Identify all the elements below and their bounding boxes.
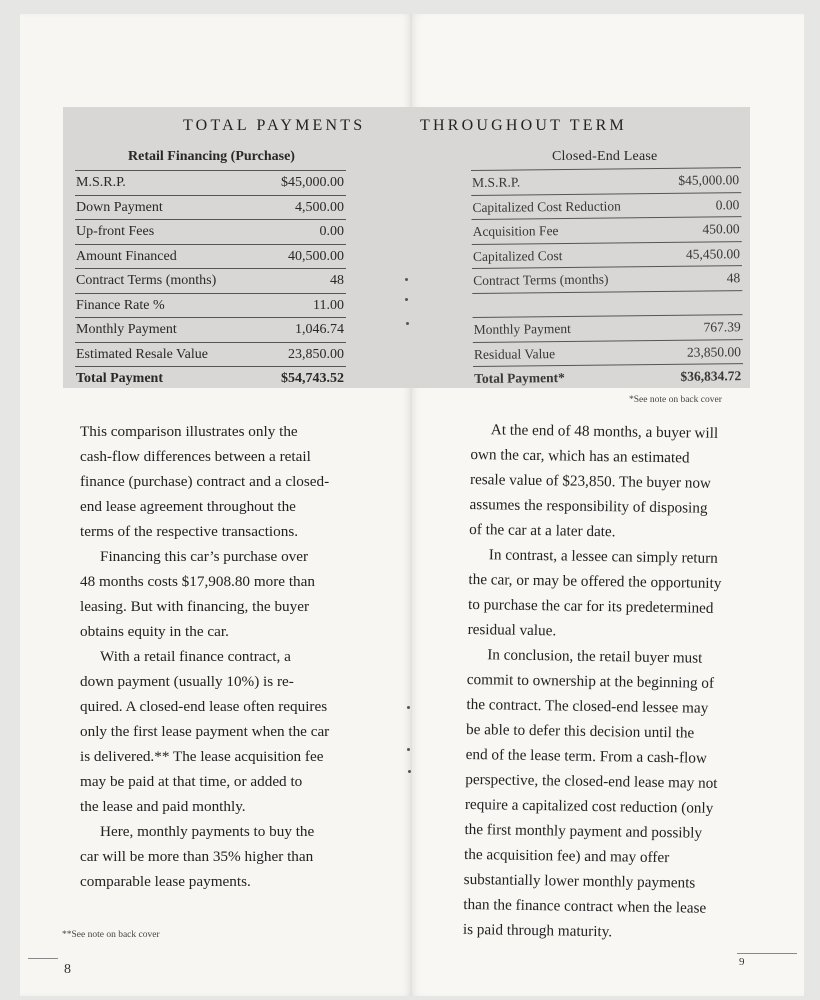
text-line: the car, or may be offered the opportunity (468, 570, 722, 592)
text-line: only the first lease payment when the car (80, 723, 330, 740)
total-row (75, 366, 346, 391)
text-line: assumes the responsibility of disposing (469, 495, 708, 517)
text-line: to purchase the car for its predetermined (467, 595, 714, 617)
row-label: Contract Terms (months) (473, 271, 609, 288)
row-value: $54,743.52 (281, 371, 344, 386)
row-value: 450.00 (702, 221, 740, 237)
row-value: 48 (330, 273, 344, 288)
text-line: is delivered.** The lease acquisition fee (80, 748, 324, 765)
row-label: Monthly Payment (76, 322, 177, 337)
binding-mark (406, 322, 409, 325)
row-value: 767.39 (703, 319, 741, 335)
text-line: 48 months costs $17,908.80 more than (80, 573, 315, 590)
text-line: cash-flow differences between a retail (80, 448, 311, 465)
binding-mark (407, 748, 410, 751)
text-line: be able to defer this decision until the (465, 720, 695, 742)
row-label: Down Payment (76, 199, 163, 215)
left-column-text (80, 419, 380, 894)
table-row-blank (472, 290, 742, 317)
row-value: $36,834.72 (680, 368, 742, 384)
text-line: At the end of 48 months, a buyer will (490, 421, 719, 442)
text-line: is paid through maturity. (462, 920, 613, 941)
text-line: terms of the respective transactions. (80, 523, 299, 540)
headline-right: THROUGHOUT TERM (420, 117, 627, 134)
text-line: the first monthly payment and possibly (464, 820, 703, 842)
text-line: the contract. The closed-end lessee may (466, 695, 709, 717)
row-label: Capitalized Cost (472, 247, 563, 264)
binding-mark (407, 706, 410, 709)
row-label: Capitalized Cost Reduction (472, 197, 621, 215)
page-number-left: 8 (64, 962, 71, 977)
row-label: Residual Value (473, 345, 556, 362)
table-row (75, 195, 346, 220)
row-value: 40,500.00 (288, 248, 344, 264)
text-line: quired. A closed-end lease often requires (80, 698, 328, 715)
text-line: than the finance contract when the lease (463, 895, 707, 917)
text-line: In contrast, a lessee can simply return (488, 546, 718, 567)
row-label: Estimated Resale Value (76, 346, 208, 362)
row-label: Monthly Payment (473, 320, 571, 337)
row-value: 48 (726, 270, 741, 286)
row-label: Total Payment* (474, 370, 565, 386)
text-line: end lease agreement throughout the (80, 498, 296, 515)
table-row (473, 314, 743, 341)
row-label: Total Payment (76, 371, 163, 386)
row-label: Contract Terms (months) (76, 273, 217, 288)
table-row (75, 342, 346, 367)
text-line: car will be more than 35% higher than (80, 848, 314, 865)
table-row (472, 241, 742, 268)
text-line: may be paid at that time, or added to (80, 773, 303, 790)
row-value: 11.00 (313, 297, 344, 313)
table-row (75, 317, 346, 342)
row-value: 23,850.00 (288, 346, 344, 362)
row-label: Acquisition Fee (472, 223, 559, 239)
right-column-text (463, 417, 761, 946)
text-line: the lease and paid monthly. (80, 798, 246, 815)
financing-table (75, 170, 346, 391)
table-row (75, 268, 346, 293)
row-value: $45,000.00 (678, 172, 740, 188)
text-line: leasing. But with financing, the buyer (80, 598, 310, 615)
financing-table-title: Retail Financing (Purchase) (128, 149, 295, 164)
row-value: 4,500.00 (295, 199, 344, 215)
page-number-right: 9 (739, 956, 745, 968)
row-value: 1,046.74 (295, 322, 344, 337)
binding-mark (405, 278, 408, 281)
total-row (473, 363, 743, 390)
table-row (471, 192, 741, 219)
row-label: Amount Financed (76, 248, 177, 264)
table-row (75, 170, 346, 195)
table-row (473, 339, 743, 366)
text-line: perspective, the closed-end lease may not (465, 770, 718, 792)
text-line: resale value of $23,850. The buyer now (469, 470, 712, 492)
row-value: $45,000.00 (281, 175, 344, 190)
table-row (75, 293, 346, 318)
binding-mark (408, 770, 411, 773)
left-footnote: **See note on back cover (62, 930, 160, 940)
row-value: 45,450.00 (685, 245, 740, 262)
text-line: finance (purchase) contract and a closed- (80, 473, 330, 490)
text-line: substantially lower monthly payments (463, 870, 696, 892)
table-row (75, 219, 346, 244)
text-line: Financing this car’s purchase over (100, 548, 309, 565)
text-line: This comparison illustrates only the (80, 423, 298, 440)
text-line: Here, monthly payments to buy the (100, 823, 315, 840)
table-row (472, 216, 742, 243)
text-line: require a capitalized cost reduction (only (464, 795, 714, 817)
row-value: 23,850.00 (686, 343, 741, 360)
row-value: 0.00 (319, 224, 344, 239)
text-line: residual value. (467, 620, 557, 640)
row-label: M.S.R.P. (472, 174, 521, 190)
row-label: Up-front Fees (76, 224, 155, 239)
text-line: own the car, which has an estimated (470, 445, 690, 467)
row-label: Finance Rate % (76, 297, 165, 313)
text-line: down payment (usually 10%) is re- (80, 673, 294, 690)
lease-table-title: Closed-End Lease (552, 149, 658, 164)
headline-left: TOTAL PAYMENTS (183, 117, 366, 134)
text-line: of the car at a later date. (469, 520, 616, 541)
text-line: the acquisition fee) and may offer (463, 845, 670, 867)
text-line: In conclusion, the retail buyer must (487, 646, 703, 667)
footer-rule-right (737, 953, 797, 954)
lease-table (471, 167, 743, 390)
footer-rule-left (28, 958, 58, 959)
binding-mark (405, 298, 408, 301)
text-line: end of the lease term. From a cash-flow (465, 745, 708, 767)
text-line: comparable lease payments. (80, 873, 251, 890)
text-line: obtains equity in the car. (80, 623, 229, 640)
lease-footnote: *See note on back cover (629, 395, 722, 405)
text-line: commit to ownership at the beginning of (466, 670, 715, 692)
row-label: M.S.R.P. (76, 175, 126, 190)
row-value: 0.00 (715, 196, 740, 212)
table-row (471, 167, 741, 194)
text-line: With a retail finance contract, a (100, 648, 291, 665)
table-row (75, 244, 346, 269)
table-row (472, 265, 742, 292)
